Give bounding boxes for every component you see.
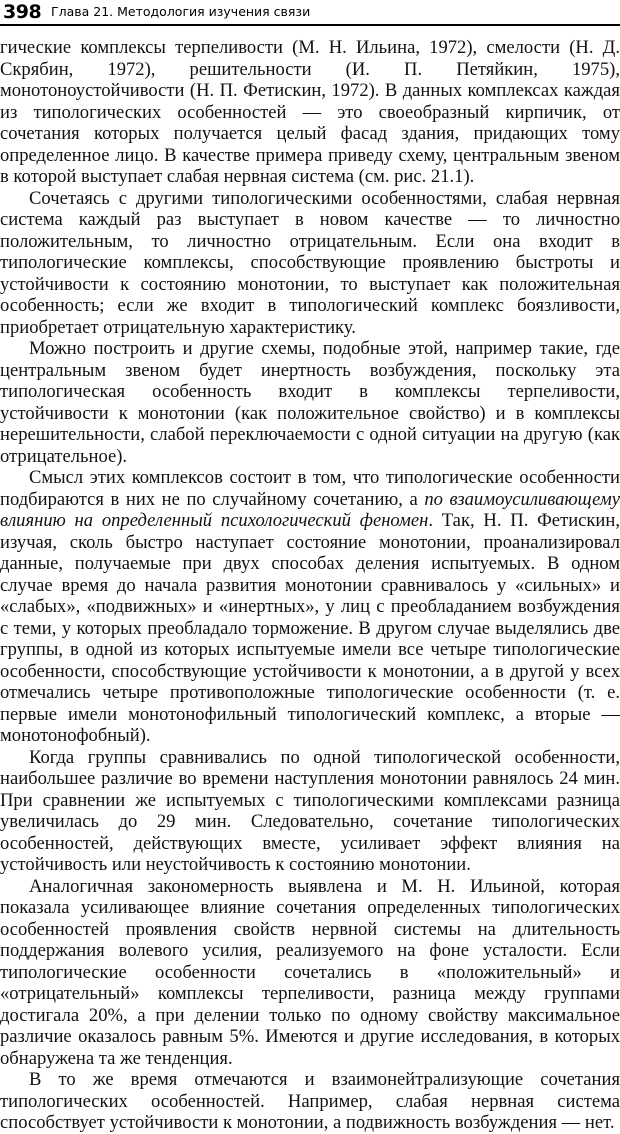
header-rule [0,24,620,26]
paragraph-4-tail: . Так, Н. П. Фетискин, изучая, сколь быстро наступает состояние монотонии, проанализировал данные, получаемые при двух способах деления испытуемых. В одном случае время до начала развития монотонии сравнивалось у «сильных» и «слабых», «подвижных» и «инертных», у лиц с преобладанием возбуждения с теми, у которых преобладало торможение. В другом случае выделялись две группы, в одной из которых испытуемые имели все четыре типологические особенности, способствующие устойчивости к монотонии, а в другой у всех отмечались четыре противоположные типологические особенности (т. е. первые имели монотонофильный типологический комплекс, а вторые — монотонофобный). [0,510,620,746]
paragraph-7: В то же время отмечаются и взаимонейтрализующие сочетания типологических особенностей. Например, слабая нервная система способствует устойчивости к монотонии, а подвижность возбуждения — нет. [0,1069,620,1133]
paragraph-4-lead: Смысл этих комплексов состоит в том, что типологические особенности подбираются в них не по случайному сочетанию, а [0,467,620,510]
paragraph-6: Аналогичная закономерность выявлена и М. Н. Ильиной, которая показала усиливающее влияние сочетания определенных типологических особенностей проявления свойств нервной системы на длительность поддержания волевого усилия, реализуемого на фоне усталости. Если типологические особенности сочетались в «положительный» и «отрицательный» комплексы терпеливости, разница между группами достигала 20%, а при делении только по одному свойству максимальное различие оказалось равным 5%. Имеются и другие исследования, в которых обнаружена та же тенденция. [0,875,620,1069]
running-title: Глава 21. Методология изучения связи [51,4,311,19]
page-header [0,0,620,26]
paragraph-3: Можно построить и другие схемы, подобные этой, например такие, где центральным звеном будет инертность возбуждения, поскольку эта типологическая особенность входит в комплексы терпеливости, устойчивости к монотонии (как положительное свойство) и в комплексы нерешительности, слабой переключаемости с одной ситуации на другую (как отрицательное). [0,338,620,467]
paragraph-5: Когда группы сравнивались по одной типологической особенности, наибольшее различие во времени наступления монотонии равнялось 24 мин. При сравнении же испытуемых с типологическими комплексами разница увеличилась до 29 мин. Следовательно, сочетание типологических особенностей, действующих вместе, усиливает эффект влияния на устойчивость или неустойчивость к состоянию монотонии. [0,746,620,875]
paragraph-4-emphasis: по взаимоусиливающему влиянию на определенный психологический феномен [0,488,620,531]
paragraph-2: Сочетаясь с другими типологическими особенностями, слабая нервная система каждый раз выступает в новом качестве — то личностно положительным, то личностно отрицательным. Если она входит в типологические комплексы, способствующие проявлению быстроты и устойчивости к состоянию монотонии, то выступает как положительная особенность; если же входит в типологический комплекс боязливости, приобретает отрицательную характеристику. [0,187,620,338]
paragraph-4 [0,467,620,747]
body-text [0,37,620,1134]
paragraph-1: гические комплексы терпеливости (М. Н. Ильина, 1972), смелости (Н. Д. Скрябин, 1972), решительности (И. П. Петяйкин, 1975), монотоноустойчивости (Н. П. Фетискин, 1972). В данных комплексах каждая из типологических особенностей — это своеобразный кирпичик, от сочетания которых получается целый фасад здания, придающих тому определенное лицо. В качестве примера приведу схему, центральным звеном в которой выступает слабая нервная система (см. рис. 21.1). [0,37,620,187]
page-number: 398 [3,1,42,23]
